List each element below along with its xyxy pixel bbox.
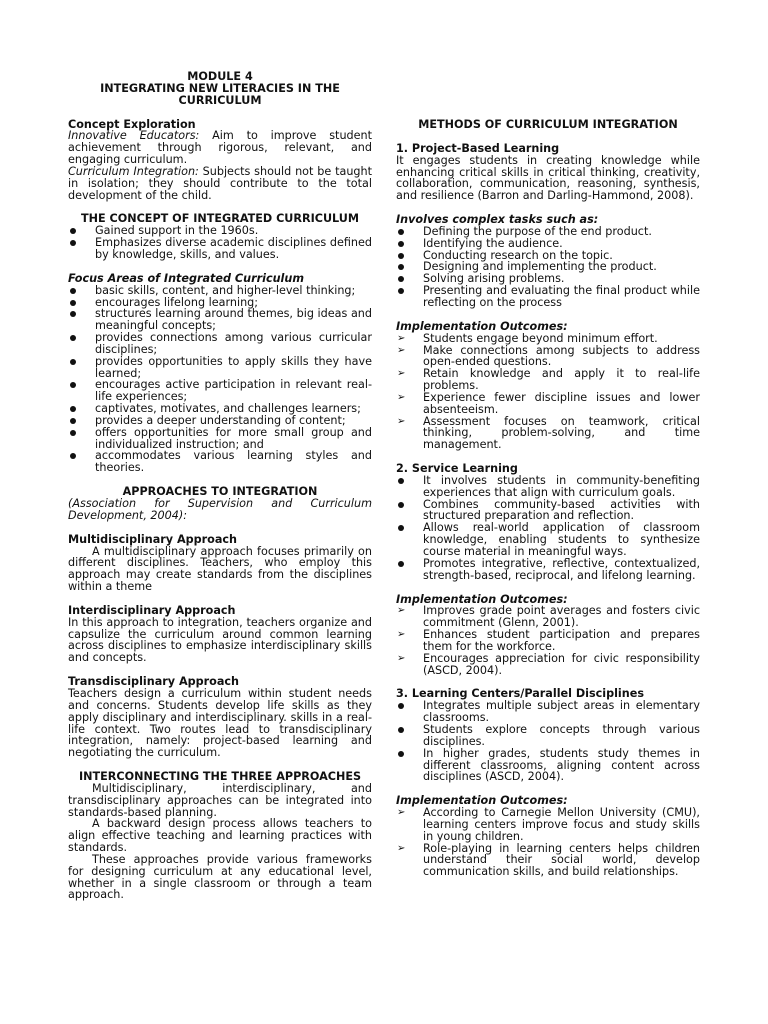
list-item: Presenting and evaluating the final product while reflecting on the process xyxy=(396,285,700,309)
list-item: ➢ Enhances student participation and prepares them for the workforce. xyxy=(396,629,700,653)
list-item: Gained support in the 1960s. xyxy=(68,225,372,237)
approaches-source-text: (Association for Supervision and Curriculum Development, 2004): xyxy=(68,497,372,522)
centers-outcomes-heading: Implementation Outcomes: xyxy=(396,794,568,808)
list-item: ➢ According to Carnegie Mellon University (CMU), learning centers improve focus and study skills in young children. xyxy=(396,807,700,843)
list-item: offers opportunities for more small group and individualized instruction; and xyxy=(68,427,372,451)
module-title: INTEGRATING NEW LITERACIES IN THE CURRICULUM xyxy=(100,81,340,107)
multidisciplinary-heading: Multidisciplinary Approach xyxy=(68,532,238,546)
list-item: In higher grades, students study themes in different classrooms, aligning content across disciplines (ASCD, 2004). xyxy=(396,748,700,784)
list-item: Identifying the audience. xyxy=(396,238,700,250)
module-number: MODULE 4 xyxy=(187,70,253,83)
multidisciplinary-text: A multidisciplinary approach focuses primarily on different disciplines. Teachers, who employ this approach may create standards from the disciplines within a theme xyxy=(68,544,372,594)
pbl-heading: 1. Project-Based Learning xyxy=(396,141,560,155)
pbl-outcomes-list xyxy=(396,333,700,451)
interdisciplinary-heading: Interdisciplinary Approach xyxy=(68,603,236,617)
innovative-educators-def: Aim to improve student achievement through rigorous, relevant, and engaging curriculum. xyxy=(68,129,372,167)
list-item: ➢ Assessment focuses on teamwork, critical thinking, problem-solving, and time management. xyxy=(396,416,700,452)
curriculum-integration-def: Subjects should not be taught in isolation; they should contribute to the total development of the child. xyxy=(68,164,372,202)
list-item: Solving arising problems. xyxy=(396,273,700,285)
list-item: Conducting research on the topic. xyxy=(396,250,700,262)
service-learning-list xyxy=(396,475,700,582)
learning-centers-heading: 3. Learning Centers/Parallel Disciplines xyxy=(396,687,644,701)
interconnecting-p2: A backward design process allows teachers to align effective teaching and learning practices with standards. xyxy=(68,817,372,855)
list-item: structures learning around themes, big ideas and meaningful concepts; xyxy=(68,308,372,332)
left-column xyxy=(68,71,372,901)
service-outcomes-list xyxy=(396,605,700,676)
list-item: Designing and implementing the product. xyxy=(396,261,700,273)
innovative-educators-para xyxy=(68,130,372,166)
interconnecting-p1: Multidisciplinary, interdisciplinary, and transdisciplinary approaches can be integrated into standards-based planning. xyxy=(68,781,372,819)
list-item: ➢ Experience fewer discipline issues and lower absenteeism. xyxy=(396,392,700,416)
list-item: ➢ Encourages appreciation for civic responsibility (ASCD, 2004). xyxy=(396,653,700,677)
interconnecting-heading: INTERCONNECTING THE THREE APPROACHES xyxy=(78,770,362,784)
pbl-tasks-heading: Involves complex tasks such as: xyxy=(396,213,599,227)
service-learning-heading: 2. Service Learning xyxy=(396,462,518,476)
list-item: provides opportunities to apply skills they have learned; xyxy=(68,356,372,380)
list-item: ➢ Students engage beyond minimum effort. xyxy=(396,333,700,345)
pbl-text: It engages students in creating knowledge while enhancing critical skills in critical thinking, creativity, collaboration, communication, reasoning, synthesis, and resilience (Barron and Darling-Hammond, 2008). xyxy=(396,153,700,203)
list-item: Integrates multiple subject areas in elementary classrooms. xyxy=(396,700,700,724)
interdisciplinary-text: In this approach to integration, teachers organize and capsulize the curriculum around common learning across disciplines to emphasize interdisciplinary skills and concepts. xyxy=(68,615,372,665)
concept-integrated-heading: THE CONCEPT OF INTEGRATED CURRICULUM xyxy=(80,212,359,226)
list-item: accommodates various learning styles and theories. xyxy=(68,450,372,474)
list-item: Promotes integrative, reflective, contextualized, strength-based, reciprocal, and lifelong learning. xyxy=(396,558,700,582)
list-item: Students explore concepts through various disciplines. xyxy=(396,724,700,748)
list-item: provides a deeper understanding of content; xyxy=(68,415,372,427)
approaches-heading: APPROACHES TO INTEGRATION xyxy=(122,485,318,499)
curriculum-integration-para xyxy=(68,166,372,202)
interconnecting-p3: These approaches provide various frameworks for designing curriculum at any educational level, whether in a single classroom or through a team approach. xyxy=(68,852,372,902)
list-item: encourages lifelong learning; xyxy=(68,297,372,309)
approaches-source xyxy=(68,498,372,522)
list-item: ➢ Improves grade point averages and fosters civic commitment (Glenn, 2001). xyxy=(396,605,700,629)
list-item: It involves students in community-benefiting experiences that align with curriculum goals. xyxy=(396,475,700,499)
focus-areas-heading: Focus Areas of Integrated Curriculum xyxy=(68,271,304,285)
pbl-outcomes-heading: Implementation Outcomes: xyxy=(396,319,568,333)
focus-areas-list xyxy=(68,285,372,475)
pbl-tasks-list xyxy=(396,226,700,309)
list-item: provides connections among various curricular disciplines; xyxy=(68,332,372,356)
curriculum-integration-term: Curriculum Integration: xyxy=(68,164,199,178)
list-item: ➢ Retain knowledge and apply it to real-life problems. xyxy=(396,368,700,392)
list-item: ➢ Role-playing in learning centers helps children understand their social world, develop communication skills, and build relationships. xyxy=(396,843,700,879)
list-item: basic skills, content, and higher-level thinking; xyxy=(68,285,372,297)
right-column xyxy=(396,71,700,878)
innovative-educators-term: Innovative Educators: xyxy=(68,129,200,143)
concept-exploration-heading: Concept Exploration xyxy=(68,117,196,131)
learning-centers-list xyxy=(396,700,700,783)
list-item: encourages active participation in relevant real-life experiences; xyxy=(68,379,372,403)
concept-integrated-list xyxy=(68,225,372,261)
list-item: Defining the purpose of the end product. xyxy=(396,226,700,238)
list-item: captivates, motivates, and challenges learners; xyxy=(68,403,372,415)
list-item: Emphasizes diverse academic disciplines defined by knowledge, skills, and values. xyxy=(68,237,372,261)
list-item: Combines community-based activities with structured preparation and reflection. xyxy=(396,499,700,523)
methods-heading: METHODS OF CURRICULUM INTEGRATION xyxy=(418,118,678,131)
transdisciplinary-text: Teachers design a curriculum within student needs and concerns. Students develop life skills as they apply disciplinary and interdisciplinary. skills in a real-life context. Two routes lead to transdisciplinary integration, namely: project-based learning and negotiating the curriculum. xyxy=(68,686,372,760)
centers-outcomes-list xyxy=(396,807,700,878)
list-item: ➢ Make connections among subjects to address open-ended questions. xyxy=(396,345,700,369)
service-outcomes-heading: Implementation Outcomes: xyxy=(396,592,568,606)
list-item: Allows real-world application of classroom knowledge, enabling students to synthesize course material in meaningful ways. xyxy=(396,522,700,558)
transdisciplinary-heading: Transdisciplinary Approach xyxy=(68,675,239,689)
